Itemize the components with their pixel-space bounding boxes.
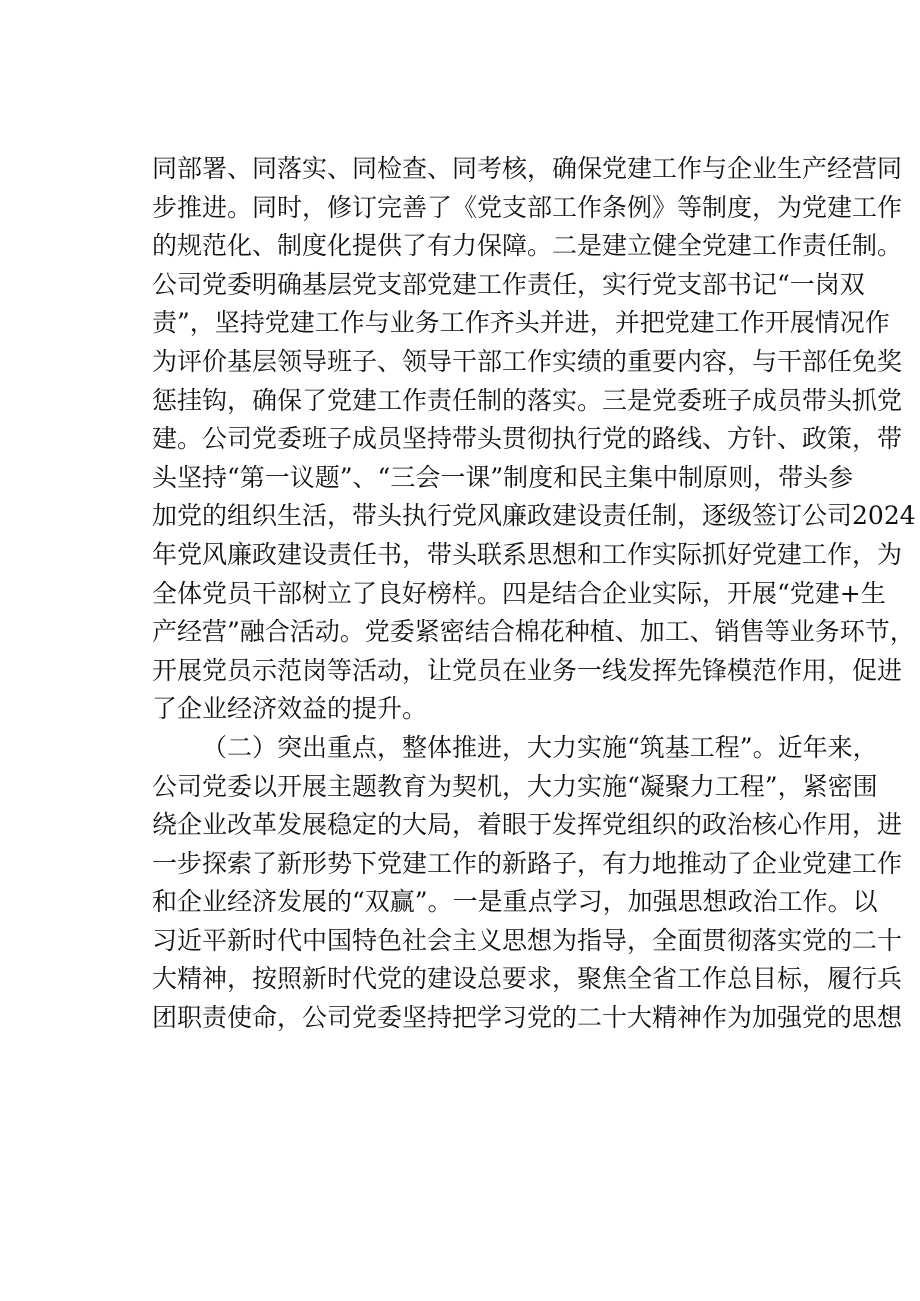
text-line: 步推进。同时，修订完善了《党支部工作条例》等制度，为党建工作 — [152, 192, 903, 222]
text-line: 团职责使命，公司党委坚持把学习党的二十大精神作为加强党的思想 — [152, 1003, 903, 1033]
paragraph-end-line: 了企业经济效益的提升。 — [152, 694, 428, 724]
text-line: 同部署、同落实、同检查、同考核，确保党建工作与企业生产经营同 — [152, 154, 903, 183]
text-line: 建。公司党委班子成员坚持带头贯彻执行党的路线、方针、政策，带 — [152, 424, 903, 454]
text-line: 年党风廉政建设责任书，带头联系思想和工作实际抓好党建工作，为 — [152, 539, 903, 569]
text-line: 习近平新时代中国特色社会主义思想为指导，全面贯彻落实党的二十 — [152, 925, 903, 955]
text-line: 一步探索了新形势下党建工作的新路子，有力地推动了企业党建工作 — [152, 848, 903, 878]
text-line: 绕企业改革发展稳定的大局，着眼于发挥党组织的政治核心作用，进 — [152, 810, 903, 840]
text-line: 加党的组织生活，带头执行党风廉政建设责任制，逐级签订公司2024 — [152, 501, 916, 531]
text-line: 为评价基层领导班子、领导干部工作实绩的重要内容，与干部任免奖 — [152, 346, 903, 376]
text-line: 开展党员示范岗等活动，让党员在业务一线发挥先锋模范作用，促进 — [152, 655, 903, 685]
body-text — [152, 150, 916, 1038]
text-line: 大精神，按照新时代党的建设总要求，聚焦全省工作总目标，履行兵 — [152, 964, 903, 994]
section-heading-line: （二）突出重点，整体推进，大力实施“筑基工程”。近年来， — [202, 732, 878, 762]
text-line: 全体党员干部树立了良好榜样。四是结合企业实际，开展“党建+生 — [152, 578, 886, 608]
text-line: 惩挂钩，确保了党建工作责任制的落实。三是党委班子成员带头抓党 — [152, 385, 903, 415]
text-line: 的规范化、制度化提供了有力保障。二是建立健全党建工作责任制。 — [152, 231, 903, 261]
text-line: 产经营”融合活动。党委紧密结合棉花种植、加工、销售等业务环节， — [152, 617, 915, 647]
text-line: 公司党委以开展主题教育为契机，大力实施“凝聚力工程”，紧密围 — [152, 771, 878, 801]
text-line: 责”，坚持党建工作与业务工作齐头并进，并把党建工作开展情况作 — [152, 308, 890, 338]
text-line: 头坚持“第一议题”、“三会一课”制度和民主集中制原则，带头参 — [152, 462, 854, 492]
text-line: 公司党委明确基层党支部党建工作责任，实行党支部书记“一岗双 — [152, 269, 865, 299]
text-line: 和企业经济发展的“双赢”。一是重点学习，加强思想政治工作。以 — [152, 887, 878, 917]
